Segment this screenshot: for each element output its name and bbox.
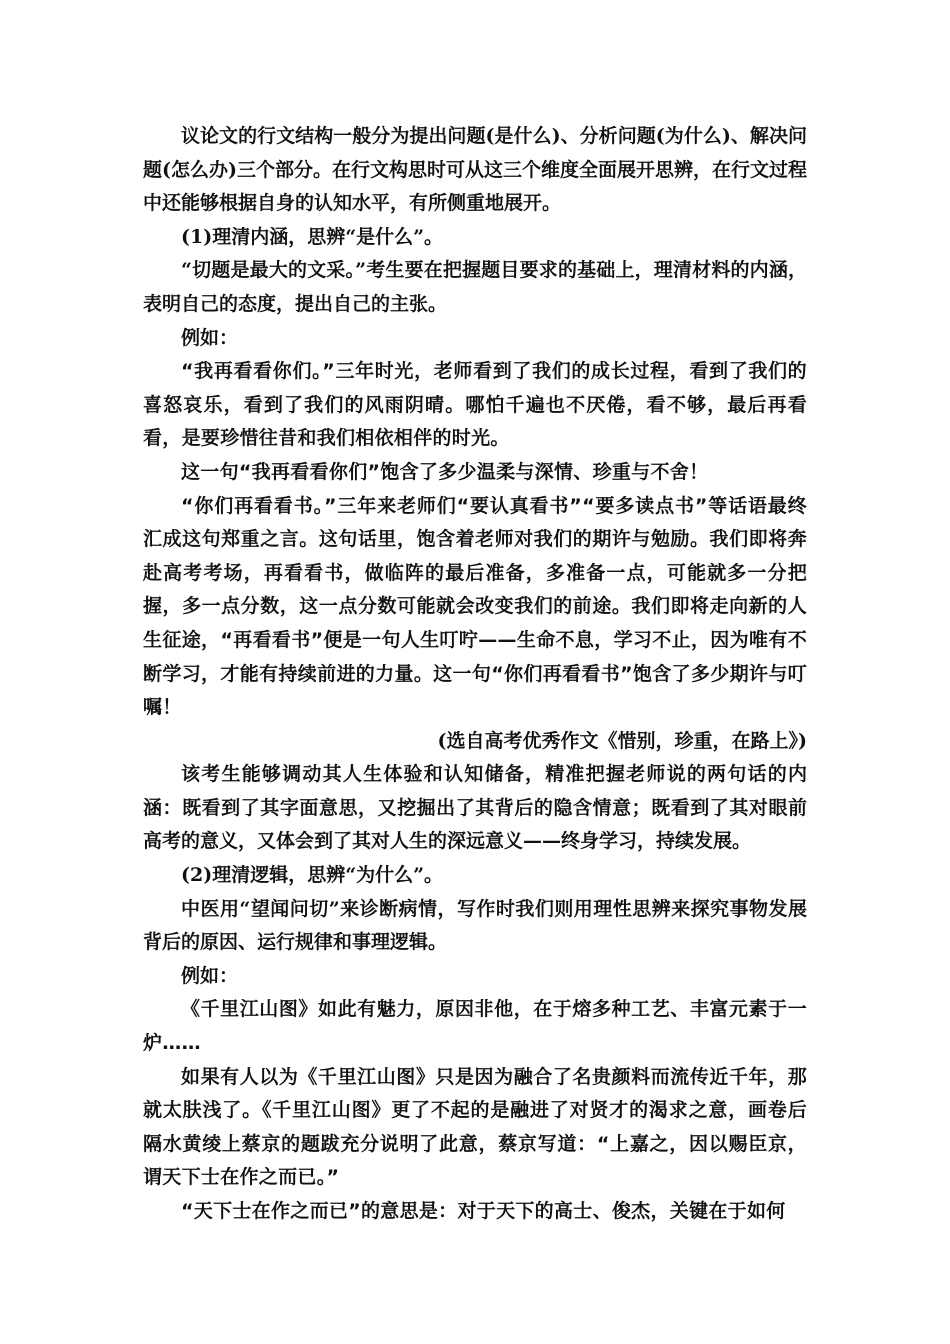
- example-quote-paragraph: “你们再看看书。”三年来老师们“要认真看书”“要多读点书”等话语最终汇成这句郑重之言。这句话里，饱含着老师对我们的期许与勉励。我们即将奔赴高考考场，再看看书，做临阵的最后准备，多准备一点，可能就多一分把握，多一点分数，这一点分数可能就会改变我们的前途。我们即将走向新的人生征途，“再看看书”便是一句人生叮咛——生命不息，学习不止，因为唯有不断学习，才能有持续前进的力量。这一句“你们再看看书”饱含了多少期许与叮嘱！: [143, 494, 807, 719]
- document-body: [143, 120, 807, 1229]
- example-quote-paragraph: 这一句“我再看看你们”饱含了多少温柔与深情、珍重与不舍！: [181, 460, 709, 483]
- example-quote-paragraph: 《千里江山图》如此有魅力，原因非他，在于熔多种工艺、丰富元素于一炉……: [143, 998, 807, 1055]
- example-source: (选自高考优秀作文《惜别，珍重，在路上》): [437, 729, 807, 752]
- section-1-paragraph: “切题是最大的文采。”考生要在把握题目要求的基础上，理清材料的内涵，表明自己的态度，提出自己的主张。: [143, 259, 807, 315]
- intro-paragraph: 议论文的行文结构一般分为提出问题(是什么)、分析问题(为什么)、解决问题(怎么办)三个部分。在行文构思时可从这三个维度全面展开思辨，在行文过程中还能够根据自身的认知水平，有所侧重地展开。: [143, 125, 807, 215]
- example-quote-paragraph: “天下士在作之而已”的意思是：对于天下的高士、俊杰，关键在于如何: [181, 1200, 786, 1222]
- example-label: 例如：: [181, 326, 239, 349]
- analysis-paragraph: 该考生能够调动其人生体验和认知储备，精准把握老师说的两句话的内涵：既看到了其字面意思，又挖掘出了其背后的隐含情意；既看到了其对眼前高考的意义，又体会到了其对人生的深远意义——终身学习，持续发展。: [143, 763, 807, 853]
- section-2-paragraph: 中医用“望闻问切”来诊断病情，写作时我们则用理性思辨来探究事物发展背后的原因、运行规律和事理逻辑。: [143, 897, 807, 954]
- example-label: 例如：: [181, 964, 239, 987]
- example-quote-paragraph: “我再看看你们。”三年时光，老师看到了我们的成长过程，看到了我们的喜怒哀乐，看到了我们的风雨阴晴。哪怕千遍也不厌倦，看不够，最后再看看，是要珍惜往昔和我们相依相伴的时光。: [143, 360, 807, 450]
- section-heading-2: (2)理清逻辑，思辨“为什么”。: [181, 864, 444, 887]
- example-quote-paragraph: 如果有人以为《千里江山图》只是因为融合了名贵颜料而流传近千年，那就太肤浅了。《千里江山图》更了不起的是融进了对贤才的渴求之意，画卷后隔水黄绫上蔡京的题跋充分说明了此意，蔡京写道：“上嘉之，因以赐臣京，谓天下士在作之而已。”: [143, 1065, 807, 1189]
- section-heading-1: (1)理清内涵，思辨“是什么”。: [181, 225, 444, 248]
